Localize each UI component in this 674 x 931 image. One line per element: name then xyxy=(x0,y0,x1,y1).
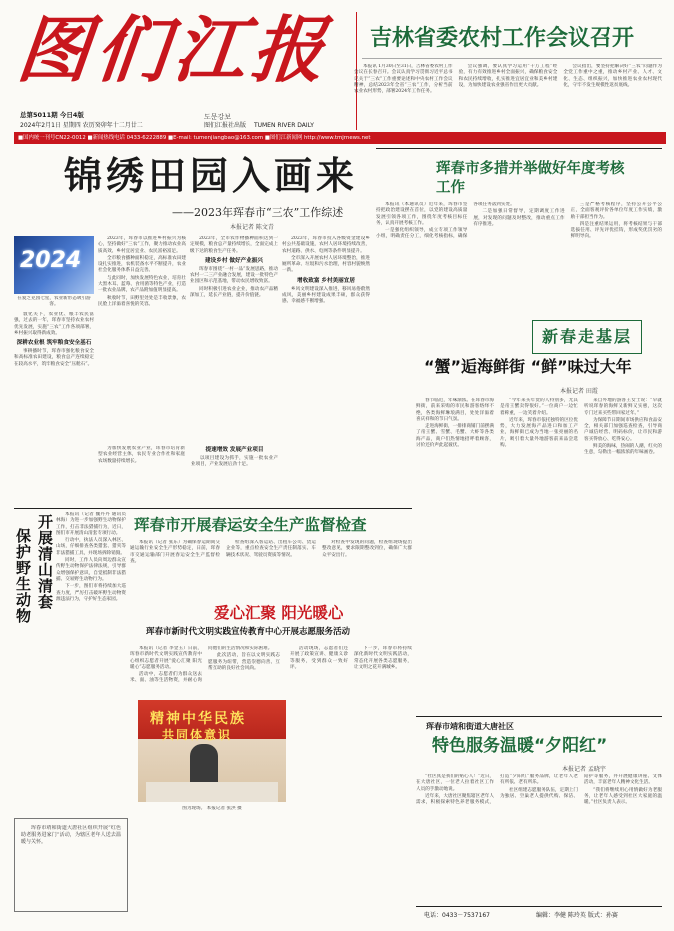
feature-headline: 锦绣田园入画来 xyxy=(64,154,359,198)
left-vertical-intro: 本报讯（记者 魏丹丹 通讯员 林海）为进一步加强野生动物保护工作，打击非法猎捕行为，近日，图们市开展清山清套专项行动。 xyxy=(56,512,126,536)
charity-photo-banner-1: 精神中华民族 xyxy=(150,711,246,727)
footer-phone: 电话：0433－7537167 xyxy=(424,912,490,919)
left-vertical-headline-2: 保护野生动物 xyxy=(14,528,32,624)
masthead xyxy=(14,6,662,166)
feature-col-4: 2023年，珲春市投入各级资金建设乡村公共基础设施，农村人居环境持续改善，农村道路、供水、电网等条件明显提升。 全市深入开展农村人居环境整治，推进厕所革命、垃圾和污水治理，村容村貌焕然一新。 增收致富 乡村美丽宜居 乡风文明建设深入推进，移风易俗蔚然成风，美丽乡村建设成果丰硕，群众获得感、幸福感不断增强。 xyxy=(282,236,370,305)
feature-col-5: 为加快发展农业产业，珲春市培育新型农业经营主体，农民专业合作社和家庭农场数量持续增长。 提速增效 发展产业项目 以项目建设为抓手，实施一批农业产业项目，产业发展后劲十足。 xyxy=(98,446,278,468)
lower-left-top-rule xyxy=(14,508,412,509)
feature-section-1: 深耕农业根 筑牢粮食安全基石 xyxy=(16,340,92,347)
footer-rule xyxy=(416,906,662,907)
warmth-headline: 特色服务温暖“夕阳红” xyxy=(432,736,608,756)
logo-sub-korean: 도문강보 xyxy=(204,113,232,121)
right-story-top-rule xyxy=(376,148,662,149)
date-line: 2024年2月1日 星期四 农历癸卯年十二月廿二 xyxy=(20,122,143,129)
feature-section-4: 增收致富 乡村美丽宜居 xyxy=(297,277,355,284)
left-vertical-headline-1: 开展清山清套 xyxy=(36,514,54,610)
supervision-headline: 珲春市开展春运安全生产监督检查 xyxy=(134,516,367,534)
publisher-en: TUMEN RIVER DAILY xyxy=(253,122,314,129)
charity-text: 本报讯（记者 李金玉）日前，珲春市新时代文明实践宣传教育中心组织志愿者开展“爱心汇聚 阳光暖心”志愿服务活动。 活动中，志愿者们为群众送去米、面、油等生活物资，并耐心询问他们的生活情况和实际困难。 此次活动，旨在以文明实践志愿服务为纽带，营造崇德向善、互帮互助的良好社会风尚。 xyxy=(130,646,280,684)
feature-section-3: 提速增效 发展产业项目 xyxy=(205,447,264,453)
feature-col-1: 敦化关下，农业优、粮丰农民富强，过去的一年，珲春市坚持农业农村优先发展，实施“三农”工作各项部署，乡村振兴取得新成效。 深耕农业根 筑牢粮食安全基石 事耕播时节，珲春市强化粮食安全和高标准农田建设，粮食总产连续稳定在较高水平，筑牢粮食安全“压舱石”。 xyxy=(14,312,94,367)
charity-subheadline: 珲春市新时代文明实践宣传教育中心开展志愿服务活动 xyxy=(146,627,351,637)
feature-photo-caption: 在爱芝克园七星，农业新形态吸引游客。 xyxy=(17,296,91,308)
supervision-intro: 本报讯（记者 张东）为确保春运期间交通运输行业安全生产形势稳定，日前，珲春市交通运输部门开展春运安全生产监督检查。 xyxy=(130,540,220,564)
sidebar-box xyxy=(14,818,128,912)
newspaper-logo: 图们江报 xyxy=(13,8,335,92)
right-story-text: 本报讯（本通讯员）近年来，珲春市坚持把政治建设摆在首位，以党的建设高质量发展引领各项工作，围绕年度考核目标任务，认真开展考核工作。 一是强化组织领导，成立专项工作领导小组，明确责任分工，细化考核指标，确保各项任务落到实处。 二是加强日常督导，定期调度工作进展，对发现的问题及时整改，推动重点工作有序推进。 三是严格考核程序，坚持公开公平公正，全面客观评价各单位年度工作实绩，激励干部担当作为。 四是注重结果运用，将考核结果与干部选拔任用、评先评优挂钩，形成奖优罚劣的鲜明导向。 xyxy=(376,202,662,240)
banner-headline: 吉林省委农村工作会议召开 xyxy=(370,26,635,51)
sidebar-box-text: 珲春市靖和街道大唐社区组织开展“红色助老服务进家门”活动，为辖区老年人送去温暖与关怀。 xyxy=(21,825,121,845)
warmth-byline: 本报记者 孟晓宇 xyxy=(562,766,606,773)
right-story-headline: 珲春市多措并举做好年度考核工作 xyxy=(436,161,625,196)
warmth-text: “社区真是我们的贴心人！”近日，在大唐社区，一位老人拉着社区工作人员的手激动地说。 近年来，大唐社区聚焦辖区老年人需求，积极探索特色养老服务模式，打造“夕阳红”服务品牌，让老年人老有所依、老有所乐。 社区组建志愿服务队伍，定期上门为独居、空巢老人提供代购、保洁、陪护等服务，并开展健康讲座、文体活动，丰富老年人精神文化生活。 “我们将继续用心用情做好为老服务，让老年人感受到社区大家庭的温暖。”社区负责人表示。 xyxy=(416,774,662,806)
photo-year-text: 2024 xyxy=(20,248,82,273)
banner-rule xyxy=(362,58,662,59)
charity-photo-table xyxy=(146,782,278,802)
new-year-title: 新春走基层 xyxy=(541,327,632,346)
feature-byline: 本报记者 陈文青 xyxy=(230,224,274,231)
issue-line: 总第5011期 今日4版 xyxy=(20,111,84,119)
charity-headline: 爱心汇聚 阳光暖心 xyxy=(214,604,344,622)
new-year-banner xyxy=(532,320,642,354)
contact-bar: ■国内统一刊号CN22-0012 ■新闻热线电话 0433-6222889 ■E-mail: tumenjiangbao@163.com ■图们江新闻网 http://www.tmjrnews.net xyxy=(14,132,666,144)
charity-photo-caption: 图为现场。 本报记者 张洪 摄 xyxy=(182,806,242,811)
left-vertical-text: 本报讯（记者 魏丹丹 通讯员 林海）为进一步加强野生动物保护工作，打击非法猎捕行为，近日，图们市开展清山清套专项行动。 行动中，执法人员深入林区、山场，仔细排查各类猎套、猎夹等非法猎捕工具，并现场拆除销毁。 同时，工作人员向周边群众宣传野生动物保护法律法规，引导群众增强保护意识，自觉抵制非法猎捕、交易野生动物行为。 下一步，图们市将持续加大巡查力度，严厉打击破坏野生动物资源违法行为，守护好生态家园。 xyxy=(56,512,126,602)
warmth-pre-title: 珲春市靖和街道大唐社区 xyxy=(426,722,514,731)
feature-photo xyxy=(14,236,94,294)
new-year-headline: “蟹”逅海鲜街 “鲜”味过大年 xyxy=(424,357,632,376)
feature-col-2: 2023年，珲春市以推进乡村振兴为核心，坚持做好“三农”工作，聚力推动农业高质高效、乡村宜居宜业、农民富裕富足。 全市粮食播种面积稳定，高标准农田建设扎实推进，农机装备水平不断提升，农业社会化服务体系日益完善。 与此同时，加快发展特色农业，培育壮大黑木耳、蓝莓、食用菌等特色产业，打造一批农业品牌，农产品附加值明显提高。 秋收时节，田野里处处是丰收景象，农民脸上洋溢着喜悦的笑容。 xyxy=(98,236,186,307)
banner-story-text: 本报讯 1月30日至31日，吉林省委农村工作会议在长春召开。会议认真学习贯彻习近平总书记关于“三农”工作重要论述和中央农村工作会议精神，总结2023年全省“三农”工作，分析当前农业农村形势，部署2024年工作任务。 会议强调，要认真学习运用“千万工程”经验，有力有效推进乡村全面振兴，确保粮食安全和农民持续增收，扎实推进宜居宜业和美乡村建设，为加快建设农业强省作出更大贡献。 会议指出，要坚持把解决好“三农”问题作为全党工作重中之重，推动乡村产业、人才、文化、生态、组织振兴，加快推进农业农村现代化，守牢不发生规模性返贫底线。 xyxy=(354,64,662,95)
feature-section-2: 建设乡村 做好产业振兴 xyxy=(205,257,263,264)
feature-col-3: 2023年，全市农作物播种面积达到一定规模，粮食总产量持续增长，全面完成上级下达的粮食生产任务。 建设乡村 做好产业振兴 珲春市围绕“一村一品”发展思路，推动农村一二三产业融合发展，建设一批特色产业园区和示范基地，带动农民增收致富。 同时积极引进农业企业，推动农产品精深加工，延长产业链，提升价值链。 xyxy=(190,236,278,299)
supervision-text: 本报讯（记者 张东）为确保春运期间交通运输行业安全生产形势稳定，日前，珲春市交通运输部门开展春运安全生产监督检查。 检查组深入客运站、出租车公司、货运企业等，重点检查安全生产责任制落实、车辆技术状况、驾驶员资质等情况。 对检查中发现的问题，检查组现场提出整改意见，要求限期整改到位，确保广大群众平安出行。 xyxy=(130,540,412,564)
right-story-intro: 本报讯（本通讯员）近年来，珲春市坚持把政治建设摆在首位，以党的建设高质量发展引领各项工作，围绕年度考核目标任务，认真开展考核工作。 xyxy=(376,202,468,226)
footer-editors: 编辑：李健 陈玲英 版式：孙赛 xyxy=(536,912,618,919)
warmth-top-rule xyxy=(416,716,662,717)
charity-text-2: 活动现场，志愿者们还开展了政策宣讲、健康义诊等服务，受到群众一致好评。 下一步，珲春市将持续深化新时代文明实践活动，常态化开展各类志愿服务，让文明之花开满城乡。 xyxy=(290,646,412,670)
publisher-cn: 图们江报社出版 xyxy=(204,122,247,129)
publisher-line xyxy=(204,120,314,129)
charity-photo-banner-2: 共同体意识 xyxy=(162,728,233,742)
new-year-text: 春节临近，年味渐浓。在珲春市海鲜街，前来采购的市民和游客络绎不绝，各类海鲜琳琅满目，处处洋溢着喜庆祥和的节日气氛。 走进海鲜街，一排排商铺门前摆满了帝王蟹、雪蟹、毛蟹、大虾等各类海产品，商户们热情地招呼着顾客，讨价还价声此起彼伏。 “今年来买年货的人特别多，尤其是帝王蟹卖得很好。”一位商户一边忙着称重，一边笑着介绍。 近年来，珲春市依托独特的区位优势，大力发展海产品进口和加工产业，海鲜街已成为当地一张亮丽的名片，吸引着大量外地游客前来品尝选购。 来自外地的游客王女士说：“早就听说珲春的海鲜又新鲜又实惠，这次专门过来买些带回家过年。” 为保障节日期间市场供应和食品安全，相关部门加强巡查检查，引导商户诚信经营、明码标价，让市民和游客买得放心、吃得安心。 鲜美的海味，热闹的人潮，红火的生意，勾勒出一幅浓浓的年味画卷。 xyxy=(416,398,662,456)
new-year-byline: 本报记者 田霞 xyxy=(560,388,598,395)
feature-subheadline: ——2023年珲春市“三农”工作综述 xyxy=(172,206,344,219)
charity-photo xyxy=(138,700,286,802)
